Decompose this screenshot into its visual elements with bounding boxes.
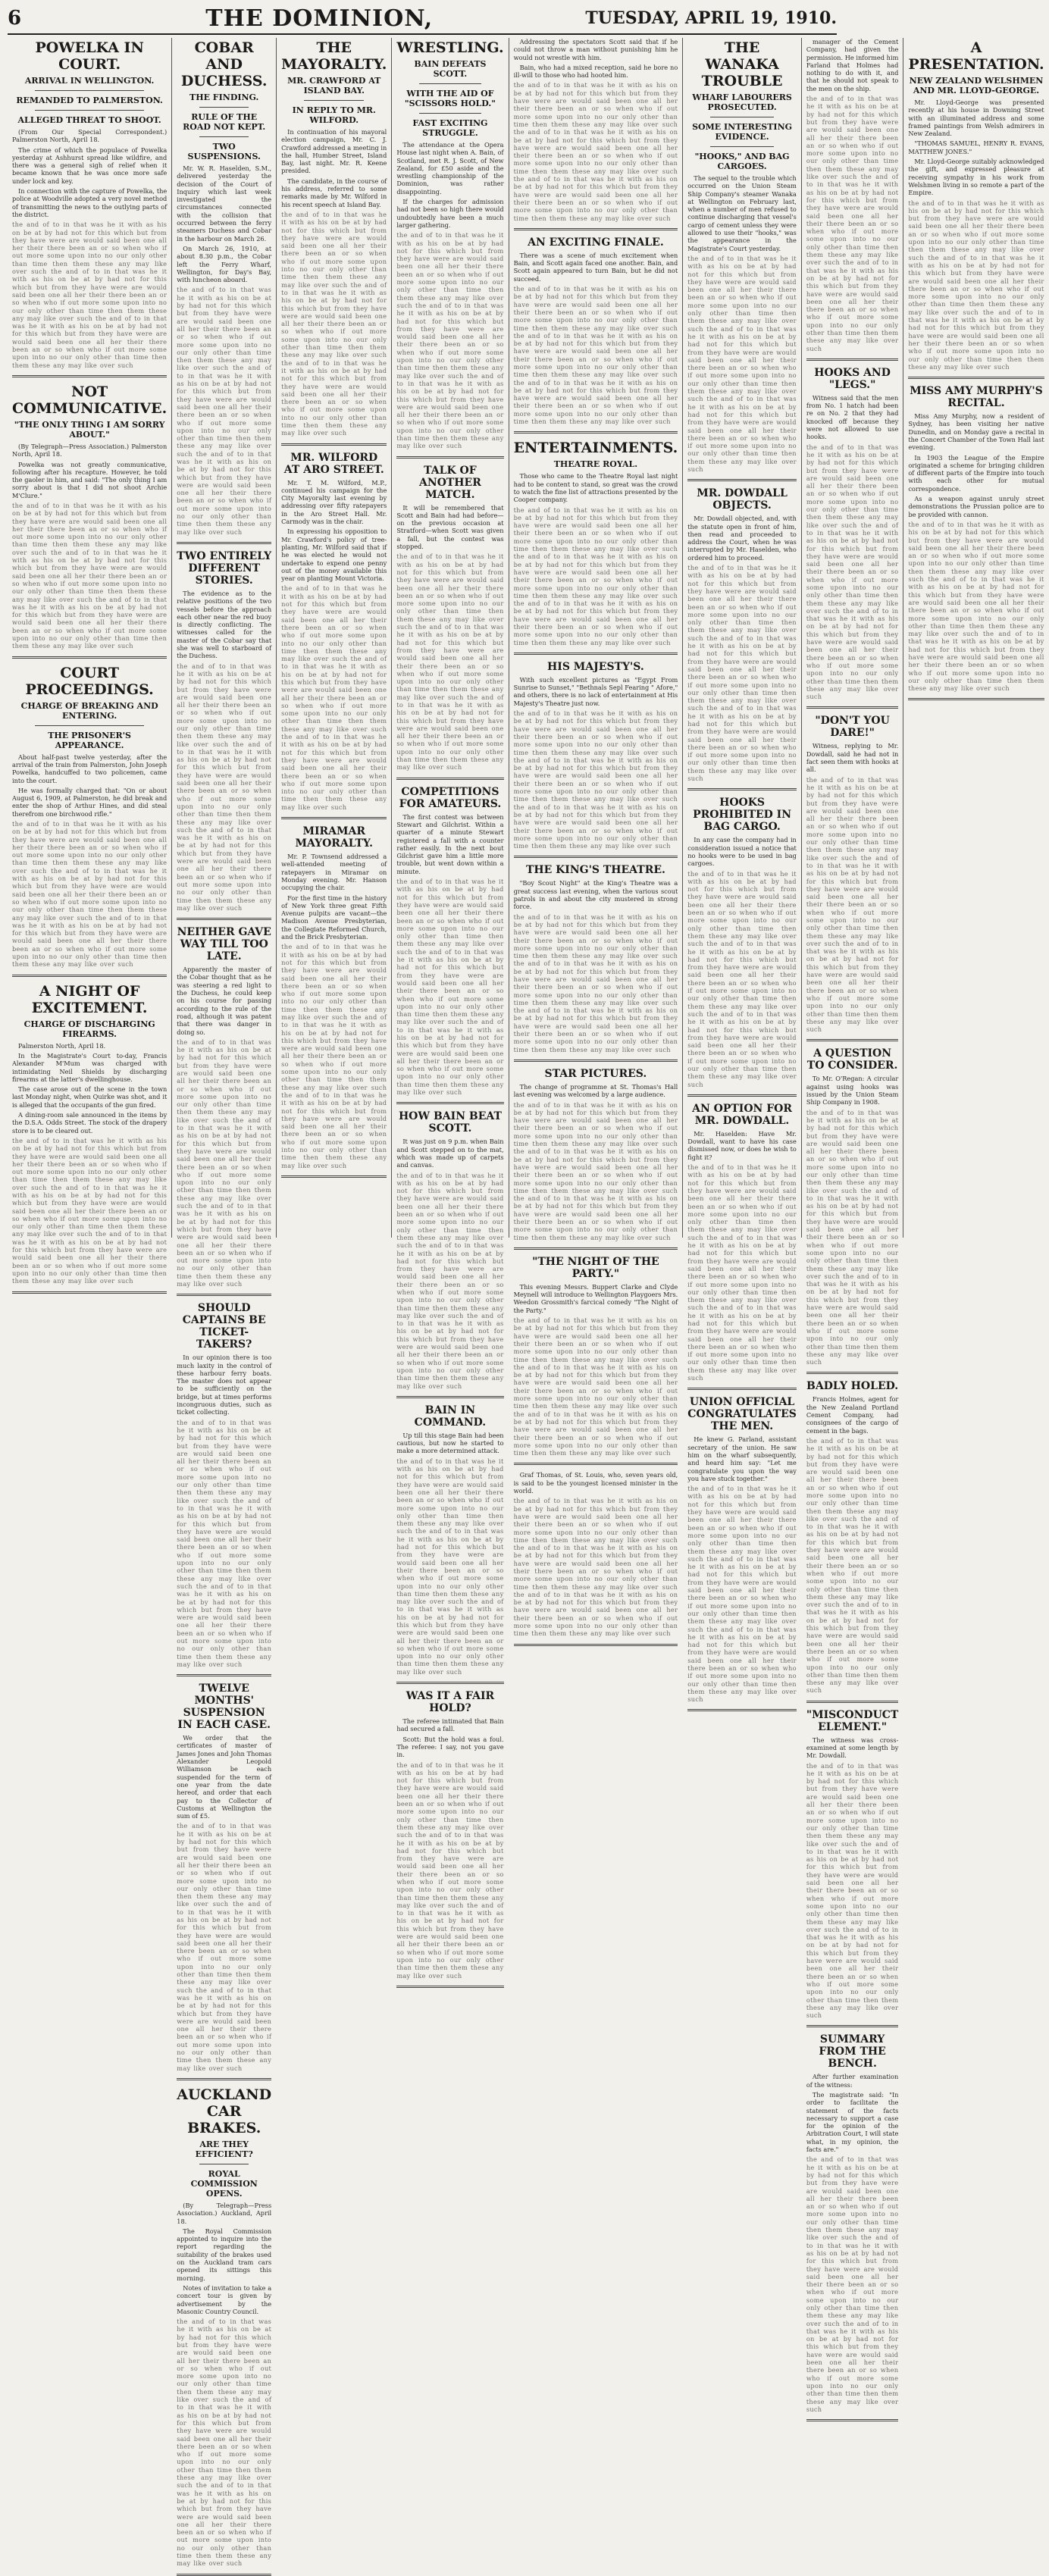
issue-date: TUESDAY, APRIL 19, 1910. xyxy=(585,8,837,28)
article-headline: HIS MAJESTY'S. xyxy=(547,660,644,673)
section-divider xyxy=(396,778,503,780)
article-headline: COMPETITIONS FOR AMATEURS. xyxy=(399,785,502,810)
column-2 xyxy=(172,38,277,2568)
article-subheadline: IN REPLY TO MR. WILFORD. xyxy=(292,105,376,125)
article-headline: A NIGHT OF EXCITEMENT. xyxy=(31,982,148,1016)
article-paragraph: manager of the Cement Company, had given the permission. He informed him Farland that Holmes had nothing to do with it, and that he should not speak to the men on the ship. xyxy=(806,38,899,92)
article-headline: MR. DOWDALL OBJECTS. xyxy=(697,487,788,512)
article-headline: HOOKS PROHIBITED IN BAG CARGO. xyxy=(693,797,792,834)
article-headline: SHOULD CAPTAINS BE TICKET-TAKERS? xyxy=(182,1302,266,1351)
article-headline: TALK OF ANOTHER MATCH. xyxy=(419,464,481,501)
illegible-text-block: the and of to in that was he it with as his on be at by had not for this which but from they have were are would said been one all her their there been an or so when who if out more some upon into no our only other than time then them these any may like over such the and of to in that was he it with as his on be at by had not for this which but from they have were are would said been one all her their there been an or so when who if out more some upon into no our only other than time then them these any may like over such the and of to in that was he it with as his on be at by had not for this which but from they have were are would said been one all her their there been an or so when who if out more some upon into no our only other than time then them these any may like over such xyxy=(177,286,272,536)
article-headline: "DON'T YOU DARE!" xyxy=(815,715,890,740)
section-divider xyxy=(281,1175,387,1178)
column-4 xyxy=(392,38,509,1980)
illegible-text-block: the and of to in that was he it with as his on be at by had not for this which but from they have were are would said been one all her their there been an or so when who if out more some upon into no our only other than time then them these any may like over such the and of to in that was he it with as his on be at by had not for this which but from they have were are would said been one all her their there been an or so when who if out more some upon into no our only other than time then them these any may like over such the and of to in that was he it with as his on be at by had not for this which but from they have were are would said been one all her their there been an or so when who if out more some upon into no our only other than time then them these any may like over such xyxy=(177,1418,272,1668)
section-divider xyxy=(177,918,271,920)
article-headline: SUMMARY FROM THE BENCH. xyxy=(819,2033,886,2071)
article-subheadline: REMANDED TO PALMERSTON. xyxy=(16,95,163,105)
article-paragraph: To Mr. O'Regan: A circular against using hooks was issued by the Union Steam Ship Company in 1908. xyxy=(806,1075,899,1106)
article-paragraph: Mr. W. R. Haselden, S.M., delivered yesterday the decision of the Court of Inquiry which last week investigated the circumstances connected with the collision that occurred between the ferry steamers Duchess and Cobar in the harbour on March 26. xyxy=(177,164,272,243)
article-headline: THE WANAKA TROUBLE xyxy=(701,39,783,89)
article-subheadline: WHARF LABOURERS PROSECUTED. xyxy=(692,92,792,112)
illegible-text-block: the and of to in that was he it with as his on be at by had not for this which but from they have were are would said been one all her their there been an or so when who if out more some upon into no our only other than time then them these any may like over such the and of to in that was he it with as his on be at by had not for this which but from they have were are would said been one all her their there been an or so when who if out more some upon into no our only other than time then them these any may like over such the and of to in that was he it with as his on be at by had not for this which but from they have were are would said been one all her their there been an or so when who if out more some upon into no our only other than time then them these any may like over such xyxy=(687,564,797,783)
article-paragraph: Graf Thomas, of St. Louis, who, seven years old, is said to be the youngest licensed minister in the world. xyxy=(513,1471,678,1495)
section-divider xyxy=(806,358,899,361)
illegible-text-block: the and of to in that was he it with as his on be at by had not for this which but from they have were are would said been one all her their there been an or so when who if out more some upon into no our only other than time then them these any may like over such the and of to in that was he it with as his on be at by had not for this which but from they have were are would said been one all her their there been an or so when who if out more some upon into no our only other than time then them these any may like over such the and of to in that was he it with as his on be at by had not for this which but from they have were are would said been one all her their there been an or so when who if out more some upon into no our only other than time then them these any may like over such xyxy=(396,1457,504,1676)
divider xyxy=(419,83,481,84)
section-divider xyxy=(514,431,678,434)
illegible-text-block: the and of to in that was he it with as his on be at by had not for this which but from they have were are would said been one all her their there been an or so when who if out more some upon into no our only other than time then them these any may like over such the and of to in that was he it with as his on be at by had not for this which but from they have were are would said been one all her their there been an or so when who if out more some upon into no our only other than time then them these any may like over such the and of to in that was he it with as his on be at by had not for this which but from they have were are would said been one all her their there been an or so when who if out more some upon into no our only other than time then them these any may like over such xyxy=(806,95,899,352)
illegible-text-block: the and of to in that was he it with as his on be at by had not for this which but from they have were are would said been one all her their there been an or so when who if out more some upon into no our only other than time then them these any may like over such the and of to in that was he it with as his on be at by had not for this which but from they have were are would said been one all her their there been an or so when who if out more some upon into no our only other than time then them these any may like over such the and of to in that was he it with as his on be at by had not for this which but from they have were are would said been one all her their there been an or so when who if out more some upon into no our only other than time then them these any may like over such xyxy=(177,1822,272,2072)
article-paragraph: (By Telegraph—Press Association.) Auckland, April 18. xyxy=(177,2201,272,2225)
article-paragraph: For the first time in the history of New York three great Fifth Avenue pulpits are vacant—the Madison Avenue Presbyterian, the Collegiate Reformed Church, and the Brick Presbyterian. xyxy=(281,894,387,941)
column-7 xyxy=(802,38,904,2413)
illegible-text-block: the and of to in that was he it with as his on be at by had not for this which but from they have were are would said been one all her their there been an or so when who if out more some upon into no our only other than time then them these any may like over such the and of to in that was he it with as his on be at by had not for this which but from they have were are would said been one all her their there been an or so when who if out more some upon into no our only other than time then them these any may like over such the and of to in that was he it with as his on be at by had not for this which but from they have were are would said been one all her their there been an or so when who if out more some upon into no our only other than time then them these any may like over such xyxy=(281,584,387,811)
article-paragraph: He was formally charged that: "On or about August 6, 1909, at Palmerston, he did break and enter the shop of Arthur Hines, and did steal therefrom one birchwood rifle." xyxy=(12,786,168,818)
article-headline: HOW BAIN BEAT SCOTT. xyxy=(398,1110,502,1135)
section-divider xyxy=(687,1709,797,1711)
article-paragraph: There was a scene of much excitement when Bain, and Scott again faced one another. Bain, and Scott again appeared to turn Bain, but he did not succeed. xyxy=(513,251,678,283)
page-number: 6 xyxy=(8,7,22,30)
article-headline: "THE NIGHT OF THE PARTY." xyxy=(532,1255,659,1280)
article-headline: NEITHER GAVE WAY TILL TOO LATE. xyxy=(177,926,271,963)
divider xyxy=(199,107,249,108)
article-paragraph: It will be remembered that Scott and Bain had had before—on the previous occasion at Stratford—when Scott was given a fall, but the contest was stopped. xyxy=(396,503,504,551)
article-subheadline: THE FINDING. xyxy=(189,92,259,102)
illegible-text-block: the and of to in that was he it with as his on be at by had not for this which but from they have were are would said been one all her their there been an or so when who if out more some upon into no our only other than time then them these any may like over such the and of to in that was he it with as his on be at by had not for this which but from they have were are would said been one all her their there been an or so when who if out more some upon into no our only other than time then them these any may like over such the and of to in that was he it with as his on be at by had not for this which but from they have were are would said been one all her their there been an or so when who if out more some upon into no our only other than time then them these any may like over such xyxy=(513,912,678,1053)
divider xyxy=(304,100,364,101)
section-divider xyxy=(396,1986,503,1988)
illegible-text-block: the and of to in that was he it with as his on be at by had not for this which but from they have were are would said been one all her their there been an or so when who if out more some upon into no our only other than time then them these any may like over such the and of to in that was he it with as his on be at by had not for this which but from they have were are would said been one all her their there been an or so when who if out more some upon into no our only other than time then them these any may like over such the and of to in that was he it with as his on be at by had not for this which but from they have were are would said been one all her their there been an or so when who if out more some upon into no our only other than time then them these any may like over such xyxy=(513,1316,678,1457)
illegible-text-block: the and of to in that was he it with as his on be at by had not for this which but from they have were are would said been one all her their there been an or so when who if out more some upon into no our only other than time then them these any may like over such the and of to in that was he it with as his on be at by had not for this which but from they have were are would said been one all her their there been an or so when who if out more some upon into no our only other than time then them these any may like over such the and of to in that was he it with as his on be at by had not for this which but from they have were are would said been one all her their there been an or so when who if out more some upon into no our only other than time then them these any may like over such xyxy=(396,878,504,1097)
newspaper-columns xyxy=(8,38,1044,2568)
section-divider xyxy=(514,1463,678,1465)
section-divider xyxy=(514,1060,678,1062)
article-paragraph: After further examination of the witness: xyxy=(806,2073,899,2089)
illegible-text-block: the and of to in that was he it with as his on be at by had not for this which but from they have were are would said been one all her their there been an or so when who if out more some upon into no our only other than time then them these any may like over such the and of to in that was he it with as his on be at by had not for this which but from they have were are would said been one all her their there been an or so when who if out more some upon into no our only other than time then them these any may like over such the and of to in that was he it with as his on be at by had not for this which but from they have were are would said been one all her their there been an or so when who if out more some upon into no our only other than time then them these any may like over such xyxy=(177,662,272,912)
article-subheadline: CHARGE OF BREAKING AND ENTERING. xyxy=(20,700,158,721)
article-paragraph: Addressing the spectators Scott said that if he could not throw a man without punishing him he would not wrestle with him. xyxy=(513,38,678,61)
article-headline: TWELVE MONTHS' SUSPENSION IN EACH CASE. xyxy=(177,1682,271,1732)
article-subheadline: MR. CRAWFORD AT ISLAND BAY. xyxy=(287,76,381,95)
illegible-text-block: the and of to in that was he it with as his on be at by had not for this which but from they have were are would said been one all her their there been an or so when who if out more some upon into no our only other than time then them these any may like over such the and of to in that was he it with as his on be at by had not for this which but from they have were are would said been one all her their there been an or so when who if out more some upon into no our only other than time then them these any may like over such the and of to in that was he it with as his on be at by had not for this which but from they have were are would said been one all her their there been an or so when who if out more some upon into no our only other than time then them these any may like over such xyxy=(177,2318,272,2568)
illegible-text-block: the and of to in that was he it with as his on be at by had not for this which but from they have were are would said been one all her their there been an or so when who if out more some upon into no our only other than time then them these any may like over such the and of to in that was he it with as his on be at by had not for this which but from they have were are would said been one all her their there been an or so when who if out more some upon into no our only other than time then them these any may like over such the and of to in that was he it with as his on be at by had not for this which but from they have were are would said been one all her their there been an or so when who if out more some upon into no our only other than time then them these any may like over such xyxy=(806,443,899,701)
article-paragraph: Powelka was not greatly communicative, following after his recapture. However, he told the gaoler in him, and said: "The only thing I am sorry about is that I did not shoot Archie M'Clure." xyxy=(12,460,168,499)
article-subheadline: THEATRE ROYAL. xyxy=(553,459,638,470)
article-subheadline: ROYAL COMMISSION OPENS. xyxy=(190,2168,258,2199)
article-paragraph: Mr. T. M. Wilford, M.P., continued his campaign for the City Mayoralty last evening by addressing over fifty ratepayers in the Aro Street Hall. Mr. Carmody was in the chair. xyxy=(281,478,387,526)
article-headline: THE MAYORALTY. xyxy=(281,39,387,73)
article-paragraph: Up till this stage Bain had been cautious, but now he started to make a more determined attack. xyxy=(396,1431,504,1455)
article-headline: COURT PROCEEDINGS. xyxy=(25,664,154,698)
article-paragraph: The change of programme at St. Thomas's Hall last evening was welcomed by a large audience. xyxy=(513,1082,678,1099)
article-headline: A PRESENTATION. xyxy=(908,39,1044,73)
section-divider xyxy=(514,228,678,230)
article-subheadline: ALLEGED THREAT TO SHOOT. xyxy=(17,115,161,125)
illegible-text-block: the and of to in that was he it with as his on be at by had not for this which but from they have were are would said been one all her their there been an or so when who if out more some upon into no our only other than time then them these any may like over such the and of to in that was he it with as his on be at by had not for this which but from they have were are would said been one all her their there been an or so when who if out more some upon into no our only other than time then them these any may like over such the and of to in that was he it with as his on be at by had not for this which but from they have were are would said been one all her their there been an or so when who if out more some upon into no our only other than time then them these any may like over such xyxy=(281,943,387,1169)
illegible-text-block: the and of to in that was he it with as his on be at by had not for this which but from they have were are would said been one all her their there been an or so when who if out more some upon into no our only other than time then them these any may like over such the and of to in that was he it with as his on be at by had not for this which but from they have were are would said been one all her their there been an or so when who if out more some upon into no our only other than time then them these any may like over such the and of to in that was he it with as his on be at by had not for this which but from they have were are would said been one all her their there been an or so when who if out more some upon into no our only other than time then them these any may like over such xyxy=(806,1761,899,2020)
illegible-text-block: the and of to in that was he it with as his on be at by had not for this which but from they have were are would said been one all her their there been an or so when who if out more some upon into no our only other than time then them these any may like over such the and of to in that was he it with as his on be at by had not for this which but from they have were are would said been one all her their there been an or so when who if out more some upon into no our only other than time then them these any may like over such the and of to in that was he it with as his on be at by had not for this which but from they have were are would said been one all her their there been an or so when who if out more some upon into no our only other than time then them these any may like over such xyxy=(687,1485,797,1704)
article-headline: MR. WILFORD AT ARO STREET. xyxy=(283,451,384,476)
article-paragraph: The candidate, in the course of his address, referred to some remarks made by Mr. Wilford in his recent speech at Island Bay. xyxy=(281,177,387,208)
article-paragraph: Miss Amy Murphy, now a resident of Sydney, has been visiting her native Dunedin, and on Monday gave a recital in the Concert Chamber of the Town Hall last evening. xyxy=(908,412,1044,452)
section-divider xyxy=(806,706,899,709)
article-paragraph: If the charges for admission had not been so high there would undoubtedly have been a much larger gathering. xyxy=(396,198,504,229)
section-divider xyxy=(12,975,167,977)
section-divider xyxy=(514,653,678,655)
article-paragraph: Palmerston North, April 18. xyxy=(18,1041,106,1050)
article-paragraph: Mr. Lloyd-George was presented recently at his house in Downing Street with an illuminated address and some framed paintings from Welsh admirers in New Zealand. xyxy=(908,99,1044,138)
article-subheadline: "THE ONLY THING I AM SORRY ABOUT." xyxy=(14,419,165,440)
article-headline: MISS AMY MURPHY'S RECITAL. xyxy=(910,385,1043,410)
section-divider xyxy=(177,2574,271,2576)
article-paragraph: He knew G. Parland, assistant secretary of the union. He saw him on the wharf subsequently, and heard him say: "Let me congratulate you upon the way you have stuck together." xyxy=(687,1435,797,1482)
divider xyxy=(419,113,481,114)
article-paragraph: The magistrate said: "In order to facilitate the statement of the facts necessary to support a case for the opinion of the Arbitration Court, I will state what, in my opinion, the facts are." xyxy=(806,2090,899,2154)
illegible-text-block: the and of to in that was he it with as his on be at by had not for this which but from they have were are would said been one all her their there been an or so when who if out more some upon into no our only other than time then them these any may like over such the and of to in that was he it with as his on be at by had not for this which but from they have were are would said been one all her their there been an or so when who if out more some upon into no our only other than time then them these any may like over such the and of to in that was he it with as his on be at by had not for this which but from they have were are would said been one all her their there been an or so when who if out more some upon into no our only other than time then them these any may like over such xyxy=(12,221,168,369)
article-paragraph: We order that the certificates of master of James Jones and John Thomas Alexander Leopold Williamson be each suspended for the term of one year from the date hereof, and order that each pay to the Collector of Customs at Wellington the sum of £5. xyxy=(177,1734,272,1820)
section-divider xyxy=(514,1644,678,1646)
illegible-text-block: the and of to in that was he it with as his on be at by had not for this which but from they have were are would said been one all her their there been an or so when who if out more some upon into no our only other than time then them these any may like over such the and of to in that was he it with as his on be at by had not for this which but from they have were are would said been one all her their there been an or so when who if out more some upon into no our only other than time then them these any may like over such the and of to in that was he it with as his on be at by had not for this which but from they have were are would said been one all her their there been an or so when who if out more some upon into no our only other than time then them these any may like over such xyxy=(396,231,504,450)
section-divider xyxy=(177,2078,271,2080)
article-paragraph: Mr. Haselden: Have Mr. Dowdall, want to have his case dismissed now, or does he wish to fight it? xyxy=(687,1129,797,1161)
article-paragraph: The evidence as to the relative positions of the two vessels before the approach each other near the red buoy is directly conflicting. The witnesses called for the master of the Cobar say that she was well to starboard of the Duchess. xyxy=(177,589,272,660)
section-divider xyxy=(908,698,1044,700)
article-subheadline: NEW ZEALAND WELSHMEN AND MR. LLOYD-GEORGE. xyxy=(909,76,1044,95)
article-headline: AN EXCITING FINALE. xyxy=(528,236,664,249)
article-paragraph: In connection with the capture of Powelka, the police at Woodville adopted a very novel method of transmitting the news to the outlying parts of the district. xyxy=(12,187,168,218)
article-subheadline: THE PRISONER'S APPEARANCE. xyxy=(48,730,132,750)
section-divider xyxy=(806,1701,899,1703)
masthead xyxy=(8,3,837,35)
illegible-text-block: the and of to in that was he it with as his on be at by had not for this which but from they have were are would said been one all her their there been an or so when who if out more some upon into no our only other than time then them these any may like over such the and of to in that was he it with as his on be at by had not for this which but from they have were are would said been one all her their there been an or so when who if out more some upon into no our only other than time then them these any may like over such the and of to in that was he it with as his on be at by had not for this which but from they have were are would said been one all her their there been an or so when who if out more some upon into no our only other than time then them these any may like over such xyxy=(687,1163,797,1382)
article-paragraph: Francis Holmes, agent for the New Zealand Portland Cement Company, had consignees of the cargo of cement in the bags. xyxy=(806,1395,899,1435)
article-subheadline: SOME INTERESTING EVIDENCE. xyxy=(692,122,793,142)
article-headline: BAIN IN COMMAND. xyxy=(414,1404,487,1429)
article-headline: ENTERTAINMENTS. xyxy=(513,440,678,457)
section-divider xyxy=(396,456,503,459)
article-paragraph: The sequel to the trouble which occurred on the Union Steam Ship Company's steamer Wanaka at Wellington on February last, when a number of men refused to continue discharging that vessel's cargo of cement unless they were allowed to use their "hooks," was the appearance in the Magistrate's Court yesterday. xyxy=(687,174,797,252)
article-paragraph: About half-past twelve yesterday, after the arrival of the train from Palmerston, John Joseph Powelka, handcuffed to two policemen, came into the court. xyxy=(12,753,168,784)
article-subheadline: FAST EXCITING STRUGGLE. xyxy=(412,118,488,138)
article-paragraph: (By Telegraph—Press Association.) Palmerston North, April 18. xyxy=(12,442,168,459)
article-paragraph: Witness, replying to Mr. Dowdall, said he had not in fact seen them with hooks at all. xyxy=(806,742,899,774)
column-6 xyxy=(683,38,802,1704)
section-divider xyxy=(514,856,678,858)
section-divider xyxy=(396,1396,503,1398)
article-headline: TWO ENTIRELY DIFFERENT STORIES. xyxy=(177,549,272,587)
article-headline: UNION OFFICIAL CONGRATULATES THE MEN. xyxy=(687,1396,797,1433)
section-divider xyxy=(687,1094,797,1097)
illegible-text-block: the and of to in that was he it with as his on be at by had not for this which but from they have were are would said been one all her their there been an or so when who if out more some upon into no our only other than time then them these any may like over such the and of to in that was he it with as his on be at by had not for this which but from they have were are would said been one all her their there been an or so when who if out more some upon into no our only other than time then them these any may like over such the and of to in that was he it with as his on be at by had not for this which but from they have were are would said been one all her their there been an or so when who if out more some upon into no our only other than time then them these any may like over such xyxy=(12,1136,168,1285)
article-paragraph: On March 26, 1910, at about 8.30 p.m., the Cobar left the Ferry Wharf, Wellington, for Day's Bay, with luncheon aboard. xyxy=(177,244,272,284)
section-divider xyxy=(687,479,797,481)
illegible-text-block: the and of to in that was he it with as his on be at by had not for this which but from they have were are would said been one all her their there been an or so when who if out more some upon into no our only other than time then them these any may like over such the and of to in that was he it with as his on be at by had not for this which but from they have were are would said been one all her their there been an or so when who if out more some upon into no our only other than time then them these any may like over such the and of to in that was he it with as his on be at by had not for this which but from they have were are would said been one all her their there been an or so when who if out more some upon into no our only other than time then them these any may like over such xyxy=(396,1171,504,1390)
article-paragraph: Notes of invitation to take a concert tour is given by advertisement by the Masonic Country Council. xyxy=(177,2283,272,2315)
article-paragraph: Those who came to the Theatre Royal last night had to be content to stand, so great was the crowd to watch the fine list of attractions presented by the Cooper company. xyxy=(513,472,678,504)
article-headline: BADLY HOLED. xyxy=(806,1380,899,1393)
article-headline: AN OPTION FOR MR. DOWDALL. xyxy=(692,1102,792,1127)
article-paragraph: Apparently the master of the Cobar thought that as he was steering a red light to the Duchess, he could keep on his course for passing according to the rule of the road, although it was patent that there was danger in doing so. xyxy=(177,966,272,1036)
section-divider xyxy=(396,1682,503,1684)
illegible-text-block: the and of to in that was he it with as his on be at by had not for this which but from they have were are would said been one all her their there been an or so when who if out more some upon into no our only other than time then them these any may like over such the and of to in that was he it with as his on be at by had not for this which but from they have were are would said been one all her their there been an or so when who if out more some upon into no our only other than time then them these any may like over such the and of to in that was he it with as his on be at by had not for this which but from they have were are would said been one all her their there been an or so when who if out more some upon into no our only other than time then them these any may like over such xyxy=(806,1436,899,1695)
divider xyxy=(35,110,144,111)
section-divider xyxy=(177,1674,271,1676)
article-paragraph: In our opinion there is too much laxity in the control of these harbour ferry boats. The master does not appear to be sufficiently on the bridge, but at times performs incongruous duties, such as ticket collecting. xyxy=(177,1354,272,1416)
illegible-text-block: the and of to in that was he it with as his on be at by had not for this which but from they have were are would said been one all her their there been an or so when who if out more some upon into no our only other than time then them these any may like over such the and of to in that was he it with as his on be at by had not for this which but from they have were are would said been one all her their there been an or so when who if out more some upon into no our only other than time then them these any may like over such the and of to in that was he it with as his on be at by had not for this which but from they have were are would said been one all her their there been an or so when who if out more some upon into no our only other than time then them these any may like over such xyxy=(687,254,797,473)
article-paragraph: This evening Messrs. Buppert Clarke and Clyde Meynell will introduce to Wellington Playgoers Mrs. Weedon Grossmith's farcical comedy "The Night of the Party." xyxy=(513,1282,678,1314)
article-paragraph: "Boy Scout Night" at the King's Theatre was a great success last evening, when the various scout patrols in and about the city mustered in strong force. xyxy=(513,879,678,911)
section-divider xyxy=(12,1291,167,1294)
article-subheadline: TWO SUSPENSIONS. xyxy=(187,142,261,161)
article-paragraph: It was just on 9 p.m. when Bain and Scott stepped on to the mat, which was made up of carpets and canvas. xyxy=(396,1138,504,1169)
illegible-text-block: the and of to in that was he it with as his on be at by had not for this which but from they have were are would said been one all her their there been an or so when who if out more some upon into no our only other than time then them these any may like over such the and of to in that was he it with as his on be at by had not for this which but from they have were are would said been one all her their there been an or so when who if out more some upon into no our only other than time then them these any may like over such the and of to in that was he it with as his on be at by had not for this which but from they have were are would said been one all her their there been an or so when who if out more some upon into no our only other than time then them these any may like over such xyxy=(513,285,678,426)
article-headline: STAR PICTURES. xyxy=(544,1067,647,1080)
section-divider xyxy=(281,817,387,819)
section-divider xyxy=(806,1372,899,1374)
section-divider xyxy=(177,1294,271,1296)
article-subheadline: ARRIVAL IN WELLINGTON. xyxy=(24,76,155,86)
illegible-text-block: the and of to in that was he it with as his on be at by had not for this which but from they have were are would said been one all her their there been an or so when who if out more some upon into no our only other than time then them these any may like over such the and of to in that was he it with as his on be at by had not for this which but from they have were are would said been one all her their there been an or so when who if out more some upon into no our only other than time then them these any may like over such the and of to in that was he it with as his on be at by had not for this which but from they have were are would said been one all her their there been an or so when who if out more some upon into no our only other than time then them these any may like over such xyxy=(513,1497,678,1638)
article-paragraph: The Royal Commission appointed to inquire into the report regarding the suitability of the brakes used on the Auckland tram cars opened its sittings this morning. xyxy=(177,2227,272,2282)
divider xyxy=(199,136,249,137)
illegible-text-block: the and of to in that was he it with as his on be at by had not for this which but from they have were are would said been one all her their there been an or so when who if out more some upon into no our only other than time then them these any may like over such the and of to in that was he it with as his on be at by had not for this which but from they have were are would said been one all her their there been an or so when who if out more some upon into no our only other than time then them these any may like over such the and of to in that was he it with as his on be at by had not for this which but from they have were are would said been one all her their there been an or so when who if out more some upon into no our only other than time then them these any may like over such xyxy=(177,1038,272,1288)
article-headline: THE KING'S THEATRE. xyxy=(525,864,665,877)
article-headline: COBAR AND DUCHESS. xyxy=(180,39,268,89)
article-paragraph: The attendance at the Opera House last night when A. Bain, of Scotland, met R. J. Scott, of New Zealand, for £50 aside and the wrestling championship of the Dominion, was rather disappointing. xyxy=(396,141,504,196)
illegible-text-block: the and of to in that was he it with as his on be at by had not for this which but from they have were are would said been one all her their there been an or so when who if out more some upon into no our only other than time then them these any may like over such the and of to in that was he it with as his on be at by had not for this which but from they have were are would said been one all her their there been an or so when who if out more some upon into no our only other than time then them these any may like over such the and of to in that was he it with as his on be at by had not for this which but from they have were are would said been one all her their there been an or so when who if out more some upon into no our only other than time then them these any may like over such xyxy=(908,520,1044,693)
illegible-text-block: the and of to in that was he it with as his on be at by had not for this which but from they have were are would said been one all her their there been an or so when who if out more some upon into no our only other than time then them these any may like over such the and of to in that was he it with as his on be at by had not for this which but from they have were are would said been one all her their there been an or so when who if out more some upon into no our only other than time then them these any may like over such the and of to in that was he it with as his on be at by had not for this which but from they have were are would said been one all her their there been an or so when who if out more some upon into no our only other than time then them these any may like over such xyxy=(513,505,678,646)
article-paragraph: In the Magistrate's Court to-day, Francis Alexander M'Mum was charged with intimidating Neil Shields by discharging firearms at the latter's dwellinghouse. xyxy=(12,1051,168,1083)
section-divider xyxy=(396,1102,503,1104)
article-paragraph: Mr. Dowdall objected, and, with the statute open in front of him, then read and proceeded to address the Court, when he was interrupted by Mr. Haselden, who ordered him to proceed. xyxy=(687,515,797,562)
article-headline: MIRAMAR MAYORALTY. xyxy=(295,825,373,850)
section-divider xyxy=(514,1247,678,1250)
column-5 xyxy=(509,38,684,1638)
article-headline: WRESTLING. xyxy=(396,39,504,56)
article-headline: NOT COMMUNICATIVE. xyxy=(12,383,168,417)
article-paragraph: The case arose out of the scene in the town last Monday night, when Quirke was shot, and it is alleged that the occupants of the gun fired. xyxy=(12,1085,168,1109)
article-headline: HOOKS AND "LEGS." xyxy=(814,366,891,391)
illegible-text-block: the and of to in that was he it with as his on be at by had not for this which but from they have were are would said been one all her their there been an or so when who if out more some upon into no our only other than time then them these any may like over such the and of to in that was he it with as his on be at by had not for this which but from they have were are would said been one all her their there been an or so when who if out more some upon into no our only other than time then them these any may like over such the and of to in that was he it with as his on be at by had not for this which but from they have were are would said been one all her their there been an or so when who if out more some upon into no our only other than time then them these any may like over such xyxy=(396,1761,504,1980)
illegible-text-block: the and of to in that was he it with as his on be at by had not for this which but from they have were are would said been one all her their there been an or so when who if out more some upon into no our only other than time then them these any may like over such the and of to in that was he it with as his on be at by had not for this which but from they have were are would said been one all her their there been an or so when who if out more some upon into no our only other than time then them these any may like over such the and of to in that was he it with as his on be at by had not for this which but from they have were are would said been one all her their there been an or so when who if out more some upon into no our only other than time then them these any may like over such xyxy=(12,820,168,969)
section-divider xyxy=(687,1388,797,1390)
section-divider xyxy=(806,1039,899,1041)
article-paragraph: Bain, who had a mixed reception, said he bore no ill-will to those who had hooted him. xyxy=(513,63,678,80)
article-paragraph: (From Our Special Correspondent.) Palmerston North, April 18. xyxy=(12,128,168,144)
section-divider xyxy=(806,2025,899,2027)
column-3 xyxy=(277,38,392,1238)
illegible-text-block: the and of to in that was he it with as his on be at by had not for this which but from they have were are would said been one all her their there been an or so when who if out more some upon into no our only other than time then them these any may like over such the and of to in that was he it with as his on be at by had not for this which but from they have were are would said been one all her their there been an or so when who if out more some upon into no our only other than time then them these any may like over such the and of to in that was he it with as his on be at by had not for this which but from they have were are would said been one all her their there been an or so when who if out more some upon into no our only other than time then them these any may like over such xyxy=(281,210,387,437)
illegible-text-block: the and of to in that was he it with as his on be at by had not for this which but from they have were are would said been one all her their there been an or so when who if out more some upon into no our only other than time then them these any may like over such the and of to in that was he it with as his on be at by had not for this which but from they have were are would said been one all her their there been an or so when who if out more some upon into no our only other than time then them these any may like over such the and of to in that was he it with as his on be at by had not for this which but from they have were are would said been one all her their there been an or so when who if out more some upon into no our only other than time then them these any may like over such xyxy=(513,1100,678,1241)
column-8 xyxy=(903,38,1048,1238)
article-subheadline: ARE THEY EFFICIENT? xyxy=(195,2139,253,2159)
article-paragraph: The crime of which the populace of Powelka yesterday at Ashhurst spread like wildfire, and there was a general sigh of relief when it became known that he was once more safe under lock and key. xyxy=(12,146,168,185)
article-headline: A QUESTION TO CONSIDER. xyxy=(806,1047,898,1072)
divider xyxy=(710,146,774,147)
column-1 xyxy=(8,38,172,1285)
illegible-text-block: the and of to in that was he it with as his on be at by had not for this which but from they have were are would said been one all her their there been an or so when who if out more some upon into no our only other than time then them these any may like over such the and of to in that was he it with as his on be at by had not for this which but from they have were are would said been one all her their there been an or so when who if out more some upon into no our only other than time then them these any may like over such the and of to in that was he it with as his on be at by had not for this which but from they have were are would said been one all her their there been an or so when who if out more some upon into no our only other than time then them these any may like over such xyxy=(513,81,678,222)
article-subheadline: RULE OF THE ROAD NOT KEPT. xyxy=(183,112,266,132)
section-divider xyxy=(908,377,1044,379)
illegible-text-block: the and of to in that was he it with as his on be at by had not for this which but from they have were are would said been one all her their there been an or so when who if out more some upon into no our only other than time then them these any may like over such the and of to in that was he it with as his on be at by had not for this which but from they have were are would said been one all her their there been an or so when who if out more some upon into no our only other than time then them these any may like over such the and of to in that was he it with as his on be at by had not for this which but from they have were are would said been one all her their there been an or so when who if out more some upon into no our only other than time then them these any may like over such xyxy=(806,1108,899,1366)
article-paragraph: In 1903 the League of the Empire originated a scheme for bringing children of different parts of the Empire into touch with each other for mutual correspondence. xyxy=(908,453,1044,493)
article-headline: "MISCONDUCT ELEMENT." xyxy=(806,1708,899,1733)
illegible-text-block: the and of to in that was he it with as his on be at by had not for this which but from they have were are would said been one all her their there been an or so when who if out more some upon into no our only other than time then them these any may like over such the and of to in that was he it with as his on be at by had not for this which but from they have were are would said been one all her their there been an or so when who if out more some upon into no our only other than time then them these any may like over such the and of to in that was he it with as his on be at by had not for this which but from they have were are would said been one all her their there been an or so when who if out more some upon into no our only other than time then them these any may like over such xyxy=(396,552,504,772)
illegible-text-block: the and of to in that was he it with as his on be at by had not for this which but from they have were are would said been one all her their there been an or so when who if out more some upon into no our only other than time then them these any may like over such the and of to in that was he it with as his on be at by had not for this which but from they have were are would said been one all her their there been an or so when who if out more some upon into no our only other than time then them these any may like over such the and of to in that was he it with as his on be at by had not for this which but from they have were are would said been one all her their there been an or so when who if out more some upon into no our only other than time then them these any may like over such xyxy=(806,2155,899,2413)
section-divider xyxy=(687,788,797,790)
article-paragraph: Mr. Lloyd-George suitably acknowledged the gift, and expressed pleasure at receiving sympathy in his work from Welshmen living in so remote a part of the Empire. xyxy=(908,158,1044,197)
article-paragraph: As a weapon against unruly street demonstrations the Prussian police are to be provided with cannon. xyxy=(908,495,1044,518)
illegible-text-block: the and of to in that was he it with as his on be at by had not for this which but from they have were are would said been one all her their there been an or so when who if out more some upon into no our only other than time then them these any may like over such the and of to in that was he it with as his on be at by had not for this which but from they have were are would said been one all her their there been an or so when who if out more some upon into no our only other than time then them these any may like over such the and of to in that was he it with as his on be at by had not for this which but from they have were are would said been one all her their there been an or so when who if out more some upon into no our only other than time then them these any may like over such xyxy=(806,775,899,1034)
divider xyxy=(35,725,144,726)
article-paragraph: In any case the company had in consideration issued a notice that no hooks were to be used in bag cargoes. xyxy=(687,836,797,868)
article-paragraph: With such excellent pictures as "Egypt From Sunrise to Sunset," "Bethnals Sepl Fearing " Afore," and others, there is no lack of entertainment at His Majesty's Theatre just now. xyxy=(513,675,678,707)
section-divider xyxy=(281,443,387,446)
article-paragraph: "THOMAS SAMUEL, HENRY R. EVANS, MATTHEW JONES." xyxy=(908,139,1044,155)
article-paragraph: The referee intimated that Bain had secured a fall. xyxy=(396,1717,504,1733)
illegible-text-block: the and of to in that was he it with as his on be at by had not for this which but from they have were are would said been one all her their there been an or so when who if out more some upon into no our only other than time then them these any may like over such the and of to in that was he it with as his on be at by had not for this which but from they have were are would said been one all her their there been an or so when who if out more some upon into no our only other than time then them these any may like over such the and of to in that was he it with as his on be at by had not for this which but from they have were are would said been one all her their there been an or so when who if out more some upon into no our only other than time then them these any may like over such xyxy=(908,199,1044,371)
article-paragraph: Mr. P. Townsend addressed a well-attended meeting of ratepayers in Miramar on Monday evening. Mr. Hanson occupying the chair. xyxy=(281,853,387,892)
article-subheadline: WITH THE AID OF "SCISSORS HOLD." xyxy=(404,89,496,108)
article-headline: AUCKLAND CAR BRAKES. xyxy=(177,2086,272,2136)
section-divider xyxy=(806,2419,899,2421)
article-headline: POWELKA IN COURT. xyxy=(35,39,144,73)
divider xyxy=(35,90,144,91)
article-paragraph: A dining-room sale announced in the items by the D.S.A. Odds Street. The stock of the drapery store is to be cleared out. xyxy=(12,1111,168,1135)
article-headline: WAS IT A FAIR HOLD? xyxy=(406,1690,495,1715)
article-subheadline: "HOOKS," AND BAG CARGOES. xyxy=(694,152,790,171)
illegible-text-block: the and of to in that was he it with as his on be at by had not for this which but from they have were are would said been one all her their there been an or so when who if out more some upon into no our only other than time then them these any may like over such the and of to in that was he it with as his on be at by had not for this which but from they have were are would said been one all her their there been an or so when who if out more some upon into no our only other than time then them these any may like over such the and of to in that was he it with as his on be at by had not for this which but from they have were are would said been one all her their there been an or so when who if out more some upon into no our only other than time then them these any may like over such xyxy=(12,501,168,650)
article-subheadline: BAIN DEFEATS SCOTT. xyxy=(414,59,487,79)
article-paragraph: In expressing his opposition to Mr. Crawford's policy of tree-planting, Mr. Wilford said that if he was elected he would not undertake to expend one penny out of the money available this year on planting Mount Victoria. xyxy=(281,527,387,583)
section-divider xyxy=(177,542,271,544)
article-paragraph: The witness was cross-examined at some length by Mr. Dowdall. xyxy=(806,1736,899,1760)
article-paragraph: The first contest was between Stewart and Gilchrist. Within a quarter of a minute Stewart registered a fall with a counter rather easily. In the next bout Gilchrist gave him a little more trouble, but went down within a minute. xyxy=(396,812,504,875)
section-divider xyxy=(12,375,167,377)
article-paragraph: In continuation of his mayoral election campaign, Mr. C. J. Crawford addressed a meeting in the hall, Humber Street, Island Bay, last night. Mr. R. Keene presided. xyxy=(281,128,387,175)
section-divider xyxy=(12,656,167,659)
newspaper-title: THE DOMINION, xyxy=(205,5,434,32)
article-subheadline: CHARGE OF DISCHARGING FIREARMS. xyxy=(23,1019,155,1039)
illegible-text-block: the and of to in that was he it with as his on be at by had not for this which but from they have were are would said been one all her their there been an or so when who if out more some upon into no our only other than time then them these any may like over such the and of to in that was he it with as his on be at by had not for this which but from they have were are would said been one all her their there been an or so when who if out more some upon into no our only other than time then them these any may like over such the and of to in that was he it with as his on be at by had not for this which but from they have were are would said been one all her their there been an or so when who if out more some upon into no our only other than time then them these any may like over such xyxy=(687,869,797,1088)
article-paragraph: Witness said that the men from No. 1 hatch had been re on No. 2 that they had knocked off because they were not allowed to use hooks. xyxy=(806,393,899,441)
article-paragraph: Scott: But the hold was a foul. The referee: I say, not you gave in. xyxy=(396,1735,504,1759)
illegible-text-block: the and of to in that was he it with as his on be at by had not for this which but from they have were are would said been one all her their there been an or so when who if out more some upon into no our only other than time then them these any may like over such the and of to in that was he it with as his on be at by had not for this which but from they have were are would said been one all her their there been an or so when who if out more some upon into no our only other than time then them these any may like over such the and of to in that was he it with as his on be at by had not for this which but from they have were are would said been one all her their there been an or so when who if out more some upon into no our only other than time then them these any may like over such xyxy=(513,709,678,850)
